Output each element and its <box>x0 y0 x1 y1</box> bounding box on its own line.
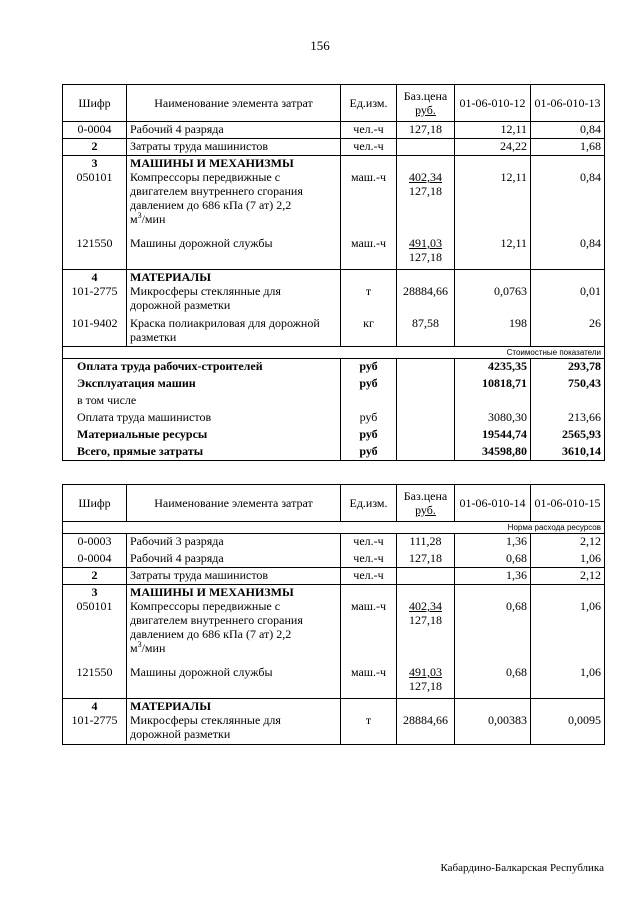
row-code: 121550 <box>63 665 127 698</box>
row-price: 127,18 <box>397 122 455 139</box>
row-name-line: Компрессоры передвижные с <box>130 599 281 613</box>
row-value-b: 0,84 <box>531 170 605 236</box>
summary-label: Оплата труда рабочих-строителей <box>63 359 341 376</box>
cost-indicators-banner: Стоимостные показатели <box>63 347 605 359</box>
resource-norm-banner: Норма расхода ресурсов <box>63 522 605 534</box>
row-value-a: 198 <box>455 316 531 347</box>
header-price-line1: Баз.цена <box>403 89 448 103</box>
price-line: 127,18 <box>409 679 442 693</box>
summary-row <box>63 359 605 376</box>
row-name-line: Компрессоры передвижные с <box>130 170 281 184</box>
row-code: 4 <box>63 269 127 284</box>
price-line: 402,34 <box>409 170 442 184</box>
summary-row <box>63 410 605 427</box>
summary-unit: руб <box>341 444 397 461</box>
row-value-a: 12,11 <box>455 170 531 236</box>
header-name: Наименование элемента затрат <box>127 85 341 122</box>
row-code: 0-0003 <box>63 534 127 551</box>
price-line: 402,34 <box>409 599 442 613</box>
section-title: МАТЕРИАЛЫ <box>127 698 341 713</box>
summary-value-b: 293,78 <box>531 359 605 376</box>
row-code: 2 <box>63 139 127 156</box>
header-base-price <box>397 85 455 122</box>
row-value-b: 1,68 <box>531 139 605 156</box>
row-name: Рабочий 4 разряда <box>127 551 341 568</box>
price-line: 491,03 <box>409 236 442 250</box>
header-price-line2: руб. <box>415 503 436 517</box>
row-price: 28884,66 <box>397 713 455 745</box>
row-price <box>397 236 455 269</box>
row-price <box>397 599 455 665</box>
row-value-b: 0,01 <box>531 284 605 316</box>
row-value-b: 26 <box>531 316 605 347</box>
banner-row <box>63 347 605 359</box>
header-code: Шифр <box>63 85 127 122</box>
summary-value-b: 3610,14 <box>531 444 605 461</box>
row-code: 0-0004 <box>63 551 127 568</box>
row-unit: чел.-ч <box>341 139 397 156</box>
row-value-a: 1,36 <box>455 568 531 585</box>
row-value-b: 0,84 <box>531 122 605 139</box>
summary-row <box>63 376 605 393</box>
header-col-a: 01-06-010-14 <box>455 485 531 522</box>
row-name <box>127 284 341 316</box>
table-header-row <box>63 485 605 522</box>
row-value-a: 0,68 <box>455 599 531 665</box>
row-code: 101-9402 <box>63 316 127 347</box>
row-value-a: 1,36 <box>455 534 531 551</box>
section-title: МАТЕРИАЛЫ <box>127 269 341 284</box>
row-unit: т <box>341 284 397 316</box>
summary-value-a: 4235,35 <box>455 359 531 376</box>
table-row <box>63 139 605 156</box>
header-unit: Ед.изм. <box>341 485 397 522</box>
table-row <box>63 122 605 139</box>
summary-row <box>63 427 605 444</box>
summary-row <box>63 444 605 461</box>
row-name-line <box>130 641 337 655</box>
summary-value-a: 19544,74 <box>455 427 531 444</box>
table-row <box>63 316 605 347</box>
row-name-line: Микросферы стеклянные для <box>130 283 281 298</box>
row-name-line: дорожной разметки <box>130 297 231 312</box>
row-name: Рабочий 4 разряда <box>127 122 341 139</box>
row-code: 121550 <box>63 236 127 269</box>
section-row <box>63 156 605 171</box>
row-code: 4 <box>63 698 127 713</box>
row-name-line: давлением до 686 кПа (7 ат) 2,2 <box>130 627 292 641</box>
row-name <box>127 599 341 665</box>
row-code: 0-0004 <box>63 122 127 139</box>
superscript: 3 <box>137 211 142 220</box>
summary-label: в том числе <box>63 393 341 410</box>
row-price <box>397 170 455 236</box>
row-value-a: 0,00383 <box>455 713 531 745</box>
table-row <box>63 551 605 568</box>
row-code: 3 <box>63 585 127 600</box>
row-code: 101-2775 <box>63 713 127 745</box>
table-header-row <box>63 85 605 122</box>
section-title: МАШИНЫ И МЕХАНИЗМЫ <box>127 156 341 171</box>
header-code: Шифр <box>63 485 127 522</box>
section-row <box>63 269 605 284</box>
row-name: Затраты труда машинистов <box>127 139 341 156</box>
section-row <box>63 698 605 713</box>
table-row <box>63 284 605 316</box>
summary-unit: руб <box>341 427 397 444</box>
unit-text: м <box>130 641 138 655</box>
price-line: 127,18 <box>409 250 442 264</box>
header-unit: Ед.изм. <box>341 85 397 122</box>
row-unit: чел.-ч <box>341 122 397 139</box>
row-unit: маш.-ч <box>341 170 397 236</box>
row-name-line <box>130 212 337 226</box>
header-base-price <box>397 485 455 522</box>
row-name: Затраты труда машинистов <box>127 568 341 585</box>
row-name-line: Микросферы стеклянные для <box>130 712 281 727</box>
summary-label: Всего, прямые затраты <box>63 444 341 461</box>
summary-unit: руб <box>341 410 397 427</box>
row-unit: чел.-ч <box>341 568 397 585</box>
row-unit: т <box>341 713 397 745</box>
row-code: 050101 <box>63 170 127 236</box>
row-unit: чел.-ч <box>341 551 397 568</box>
row-price: 87,58 <box>397 316 455 347</box>
superscript: 3 <box>137 640 142 649</box>
summary-unit: руб <box>341 359 397 376</box>
row-code: 101-2775 <box>63 284 127 316</box>
row-name <box>127 170 341 236</box>
row-value-b: 2,12 <box>531 534 605 551</box>
row-value-a: 0,68 <box>455 665 531 698</box>
section-row <box>63 585 605 600</box>
header-col-b: 01-06-010-15 <box>531 485 605 522</box>
summary-label: Оплата труда машинистов <box>63 410 341 427</box>
row-name-line: разметки <box>130 329 177 344</box>
footer-region: Кабардино-Балкарская Республика <box>440 862 604 874</box>
price-line: 491,03 <box>409 665 442 679</box>
row-unit: кг <box>341 316 397 347</box>
row-value-b: 0,0095 <box>531 713 605 745</box>
row-value-b: 1,06 <box>531 599 605 665</box>
row-name-line: давлением до 686 кПа (7 ат) 2,2 <box>130 198 292 212</box>
row-value-b: 0,84 <box>531 236 605 269</box>
summary-label: Материальные ресурсы <box>63 427 341 444</box>
row-code: 3 <box>63 156 127 171</box>
header-price-line2: руб. <box>415 103 436 117</box>
row-name-line: Краска полиакриловая для дорожной <box>130 315 320 330</box>
summary-value-b: 213,66 <box>531 410 605 427</box>
row-price: 28884,66 <box>397 284 455 316</box>
header-col-a: 01-06-010-12 <box>455 85 531 122</box>
unit-text: /мин <box>141 641 166 655</box>
summary-value-b: 750,43 <box>531 376 605 393</box>
table-row <box>63 599 605 665</box>
row-name: Машины дорожной службы <box>127 236 341 269</box>
header-col-b: 01-06-010-13 <box>531 85 605 122</box>
banner-row <box>63 522 605 534</box>
table-row <box>63 665 605 698</box>
row-unit: чел.-ч <box>341 534 397 551</box>
row-name-line: двигателем внутреннего сгорания <box>130 184 303 198</box>
cost-table-2 <box>62 484 605 745</box>
row-price: 111,28 <box>397 534 455 551</box>
table-row <box>63 236 605 269</box>
summary-value-a: 10818,71 <box>455 376 531 393</box>
table-row <box>63 713 605 745</box>
page-number: 156 <box>310 38 330 53</box>
summary-value-a: 34598,80 <box>455 444 531 461</box>
row-value-a: 12,11 <box>455 122 531 139</box>
summary-value-b: 2565,93 <box>531 427 605 444</box>
row-value-b: 1,06 <box>531 551 605 568</box>
cost-table-1 <box>62 84 605 461</box>
row-code: 2 <box>63 568 127 585</box>
row-value-a: 12,11 <box>455 236 531 269</box>
header-name: Наименование элемента затрат <box>127 485 341 522</box>
row-name <box>127 713 341 745</box>
section-title: МАШИНЫ И МЕХАНИЗМЫ <box>127 585 341 600</box>
row-name: Рабочий 3 разряда <box>127 534 341 551</box>
row-unit: маш.-ч <box>341 665 397 698</box>
header-price-line1: Баз.цена <box>403 489 448 503</box>
summary-label: Эксплуатация машин <box>63 376 341 393</box>
row-price: 127,18 <box>397 551 455 568</box>
row-unit: маш.-ч <box>341 599 397 665</box>
row-price <box>397 139 455 156</box>
price-line: 127,18 <box>409 184 442 198</box>
summary-value-a: 3080,30 <box>455 410 531 427</box>
row-code: 050101 <box>63 599 127 665</box>
unit-text: /мин <box>141 212 166 226</box>
row-price <box>397 665 455 698</box>
row-name <box>127 316 341 347</box>
price-line: 127,18 <box>409 613 442 627</box>
table-row <box>63 170 605 236</box>
row-name-line: двигателем внутреннего сгорания <box>130 613 303 627</box>
row-name: Машины дорожной службы <box>127 665 341 698</box>
row-value-a: 0,68 <box>455 551 531 568</box>
row-name-line: дорожной разметки <box>130 726 231 741</box>
unit-text: м <box>130 212 138 226</box>
summary-unit: руб <box>341 376 397 393</box>
table-row <box>63 568 605 585</box>
table-row <box>63 534 605 551</box>
row-value-b: 2,12 <box>531 568 605 585</box>
row-value-a: 0,0763 <box>455 284 531 316</box>
row-unit: маш.-ч <box>341 236 397 269</box>
summary-row <box>63 393 605 410</box>
row-value-a: 24,22 <box>455 139 531 156</box>
row-value-b: 1,06 <box>531 665 605 698</box>
